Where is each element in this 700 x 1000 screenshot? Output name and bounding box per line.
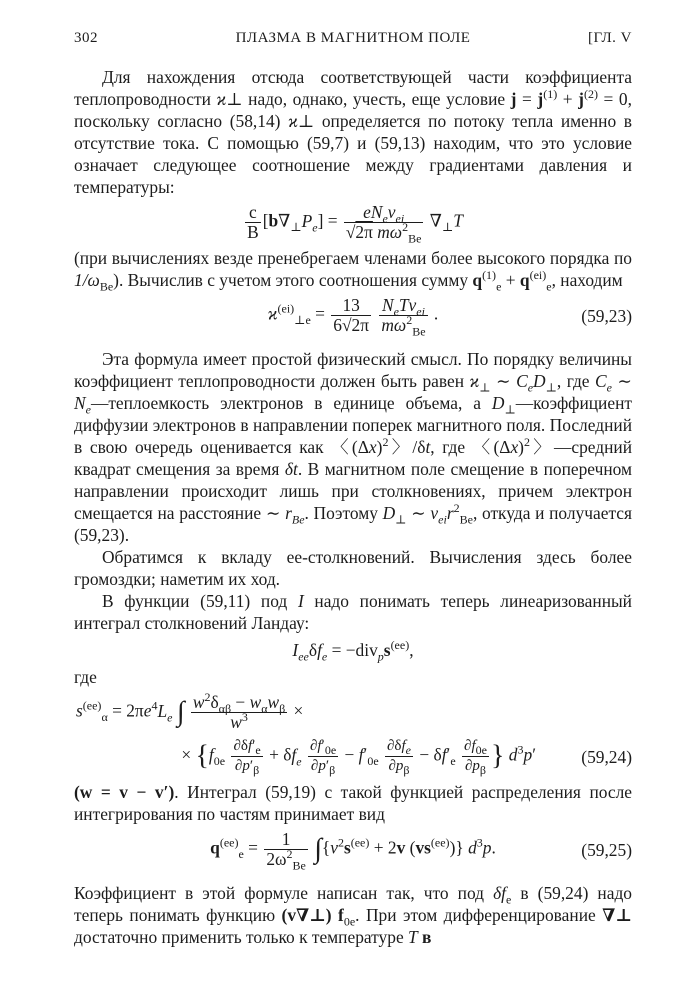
page-number: 302 bbox=[74, 30, 98, 46]
equation-59-24-line2: × {$f_{0e}$ $\frac{\partial\delta f'_e}{\partial p'_\beta}$ + $\delta f_e$ $\frac{\partial f'_{0e}}{\partial p'_\beta}$ − $f'_{0e}$ $\frac{\partial\delta f_e}{\partial p_\beta}$ − $\delta f'_e$ $\frac{\partial f_{0e}}{\partial p_\beta}$ } $d^3p'$ (59,24) bbox=[181, 738, 632, 777]
equation-pressure-temperature: $\frac{c}{B}$ $[b\nabla_\perp P_e]$ = $\frac{eN_e\nu_{ei}}{√2\pi m\omega^2_{Be}}$ $\nabla_\perp T$ bbox=[247, 202, 463, 246]
equation-number: (59,24) bbox=[581, 746, 632, 767]
where-label: где bbox=[74, 667, 97, 687]
paragraph-5: В функции (59,11) под I надо понимать теперь линеаризованный интеграл столкновений Ландау: bbox=[74, 591, 632, 633]
equation-59-23: $ϰ^{(ei)}_{\perp e}$ = $\frac{13}{6√2\pi}$ $\frac{N_eT\nu_{ei}}{m\omega^2_{Be}}$ . (59,23) bbox=[267, 295, 632, 339]
equation-59-24-line1: $s^{(ee)}_\alpha = 2\pi e^4L_e$ ∫ $\frac{w^2\delta_{\alpha\beta} - w_\alpha w_\beta}{w^3}$ × bbox=[76, 690, 304, 732]
paragraph-4: Обратимся к вкладу ее-столкновений. Вычисления здесь более громоздки; наметим их ход. bbox=[74, 547, 632, 589]
running-title: ПЛАЗМА В МАГНИТНОМ ПОЛЕ bbox=[235, 30, 471, 46]
equation-number: (59,23) bbox=[581, 305, 632, 326]
equation-number: (59,25) bbox=[581, 839, 632, 860]
page-header bbox=[74, 30, 632, 54]
paragraph-2: (при вычислениях везде пренебрегаем членами более высокого порядка по $1/\omega_{Be}$). Вычислив с учетом этого соотношения сумму $q^{(1)}_e + q^{(ei)}_e$, находим bbox=[74, 248, 632, 294]
paragraph-3: Эта формула имеет простой физический смысл. По порядку величины коэффициент теплопроводности должен быть равен $ϰ_\perp$ ∼ $C_eD_\perp$, где $C_e$ ∼ $N_e—теплоемкость$ электронов в единице объема, а $D_\perp—коэффициент$ диффузии электронов в направлении поперек магнитного поля. Последний в свою очередь оценивается как 〈$(\Delta x)^2$〉/δt, где 〈$(\Delta x)^2$〉—средний квадрат смещения за время δt. В магнитном поле смещение в поперечном направлении происходит лишь при столкновениях, причем электрон смещается на расстояние ∼ $r_{Be}$. Поэтому $D_\perp$ ∼ $\nu_{ei}r^2_{Be}$, откуда и получается (59,23). bbox=[74, 349, 633, 545]
equation-59-25: $q^{(ee)}_e$ = $\frac{1}{2\omega^2_{Be}}$ $\int\{v^2s^{(ee)} + 2v$ $(vs^{(ee)})$} $d^3p$. (59,25) bbox=[210, 829, 632, 873]
chapter-label: [ГЛ. V bbox=[587, 30, 632, 46]
paragraph-7: Коэффициент в этой формуле написан так, что под $\delta f_e$ в (59,24) надо теперь понимать функцию (v∇⊥) $f_{0e}$. При этом дифференцирование ∇⊥ достаточно применить только к температуре T в bbox=[74, 883, 632, 947]
body-text bbox=[74, 66, 632, 948]
equation-landau-integral: $I_{ee}\delta f_e = -div_ps^{(ee)}$, bbox=[292, 638, 414, 664]
paragraph-6: (w = v − v′). Интеграл (59,19) с такой функцией распределения после интегрирования по частям принимает вид bbox=[74, 782, 632, 824]
paragraph-1: Для нахождения отсюда соответствующей части коэффициента теплопроводности ϰ⊥ надо, однако, учесть, еще условие $j = j^{(1)} + j^{(2)} = 0$, поскольку согласно (58,14) ϰ⊥ определяется по потоку тепла именно в отсутствие тока. С помощью (59,7) и (59,13) находим, что это условие означает следующее соотношение между градиентами давления и температуры: bbox=[74, 67, 632, 197]
